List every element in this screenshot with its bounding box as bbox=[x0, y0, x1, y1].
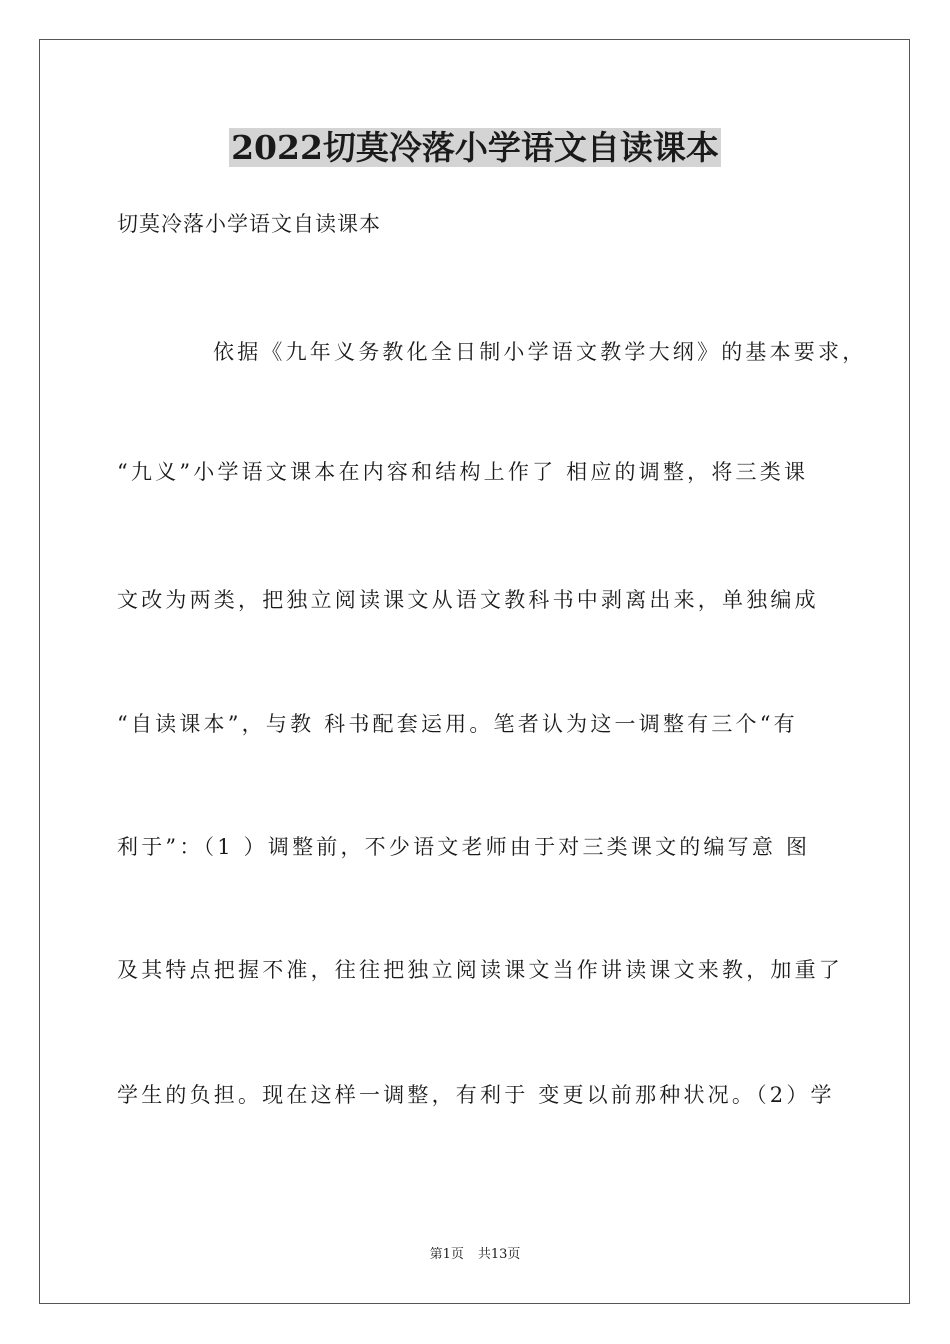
document-title bbox=[0, 126, 950, 170]
paragraph-line-3: 文改为两类，把独立阅读课文从语文教科书中剥离出来，单独编成 bbox=[117, 588, 819, 612]
paragraph-line-5: 利于”：（1 ）调整前，不少语文老师由于对三类课文的编写意 图 bbox=[117, 835, 811, 859]
paragraph-line-4: “自读课本”，与教 科书配套运用。笔者认为这一调整有三个“有 bbox=[117, 712, 798, 736]
page-number: 第1页 bbox=[429, 1247, 464, 1262]
paragraph-line-2: “九义”小学语文课本在内容和结构上作了 相应的调整，将三类课 bbox=[117, 460, 809, 484]
document-title-text: 2022切莫冷落小学语文自读课本 bbox=[231, 128, 719, 167]
paragraph-line-6: 及其特点把握不准，往往把独立阅读课文当作讲读课文来教，加重了 bbox=[117, 958, 843, 982]
page-footer bbox=[0, 1246, 950, 1264]
paragraph-line-7: 学生的负担。现在这样一调整，有利于 变更以前那种状况。（2）学 bbox=[117, 1083, 835, 1107]
paragraph-line-1: 依据《九年义务教化全日制小学语文教学大纲》的基本要求， bbox=[213, 340, 867, 364]
page-total: 共13页 bbox=[477, 1247, 521, 1262]
document-subtitle: 切莫冷落小学语文自读课本 bbox=[117, 212, 381, 236]
